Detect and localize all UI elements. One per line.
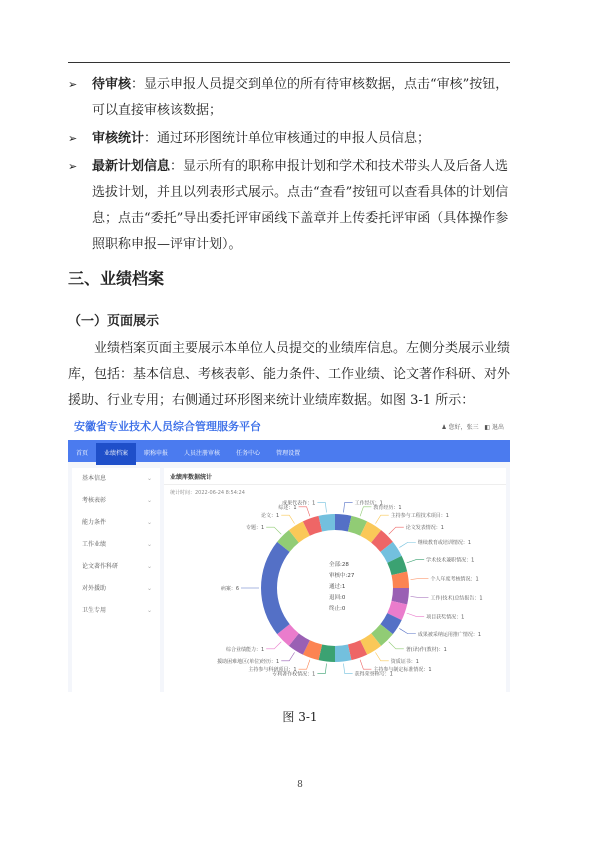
slice-label: 病案：6 — [220, 586, 239, 592]
slice-label: 学术技术兼职情况：1 — [426, 557, 475, 564]
slice-label: 教育经历：1 — [373, 504, 402, 511]
slice-label: 项目获奖情况：1 — [426, 614, 465, 621]
label-leader-line — [344, 664, 353, 674]
donut-chart — [164, 468, 506, 692]
center-stat: 全部:28 — [329, 562, 349, 568]
figure-caption: 图 3-1 — [282, 710, 318, 724]
label-leader-line — [360, 507, 371, 516]
slice-label: 成果被采纳运用推广情况：1 — [417, 631, 482, 638]
slice-label: 个人年度考核情况：1 — [430, 576, 479, 583]
label-leader-line — [360, 660, 371, 669]
sidebar — [72, 468, 160, 692]
nav-management-settings[interactable]: 管理设置 — [276, 450, 301, 457]
slice-label: 继续教育或培训情况：1 — [417, 540, 472, 547]
label-leader-line — [411, 597, 429, 598]
figure-screenshot — [68, 410, 510, 692]
center-stat: 终止:0 — [329, 606, 346, 612]
user-area — [441, 422, 504, 431]
slice-label: 著(译)作(教材)：1 — [405, 646, 447, 653]
chevron-down-icon: ⌄ — [146, 541, 152, 548]
slice-label: 主持参与制定标准情况：1 — [373, 667, 432, 674]
slice-label: 论文：1 — [261, 513, 280, 520]
label-leader-line — [344, 503, 353, 513]
bullet-pending-review — [68, 72, 510, 124]
sidebar-item-work[interactable] — [72, 534, 160, 556]
label-leader-line — [389, 642, 404, 649]
slice-label: 论文发表情况：1 — [405, 525, 444, 532]
sidebar-label: 考核表彰 — [82, 497, 107, 504]
slice-label: 资质证书：1 — [390, 658, 419, 665]
sidebar-item-aid[interactable] — [72, 578, 160, 600]
label-leader-line — [411, 578, 429, 579]
sidebar-label: 论文著作科研 — [82, 563, 119, 570]
user-icon: ♟ — [441, 424, 447, 431]
sidebar-label: 能力条件 — [82, 519, 107, 526]
panel-title: 业绩库数据统计 — [170, 474, 213, 481]
nav-task-center[interactable]: 任务中心 — [236, 450, 261, 457]
label-leader-line — [281, 515, 294, 523]
nav-registration-review[interactable]: 人员注册审核 — [184, 450, 221, 457]
center-stat: 通过:1 — [329, 584, 346, 590]
slice-label: 主持参与科研项目：1 — [248, 667, 297, 674]
chevron-down-icon: ⌄ — [146, 519, 152, 526]
arrow-bullet-icon: ➢ — [68, 160, 78, 173]
center-stat: 退回:0 — [329, 595, 346, 601]
label-leader-line — [375, 515, 388, 523]
stat-time: 统计时间：2022-06-24 8:54:24 — [170, 490, 245, 496]
bullet-term: 最新计划信息 — [92, 159, 171, 174]
bullet-text: ：通过环形图统计单位审核通过的申报人员信息； — [144, 131, 431, 146]
slice-label: 综述：1 — [278, 504, 297, 511]
sidebar-label: 卫生专用 — [82, 607, 107, 614]
nav-title-application[interactable]: 职称申报 — [144, 450, 169, 457]
sidebar-label: 对外援助 — [82, 585, 107, 592]
arrow-bullet-icon: ➢ — [68, 78, 78, 91]
label-leader-line — [266, 527, 281, 534]
bullet-text: ：显示所有的职称申报计划和学术和技术带头人及后备人选选拔计划，并且以列表形式展示。点击“查看”按钮可以查看具体的计划信息；点击“委托”导出委托评审函线下盖章并上传委托评审函（具体操作参照职称申报—评审计划）。 — [92, 159, 509, 252]
slice-label: 工作(技术)总结报告：1 — [430, 595, 483, 602]
sidebar-item-basic-info[interactable] — [72, 468, 160, 490]
label-leader-line — [407, 560, 424, 563]
section-title: 三、业绩档案 — [68, 269, 165, 288]
bullet-review-stats — [68, 126, 510, 152]
user-greeting[interactable]: 您好，张三 — [448, 424, 479, 431]
page-number: 8 — [297, 780, 303, 790]
label-leader-line — [299, 507, 310, 516]
nav-home[interactable]: 首页 — [76, 450, 89, 457]
app-header — [68, 410, 510, 440]
brand-title: 安徽省专业技术人员综合管理服务平台 — [74, 420, 261, 433]
sidebar-item-papers[interactable] — [72, 556, 160, 578]
label-leader-line — [299, 660, 310, 669]
label-leader-line — [375, 652, 388, 660]
label-leader-line — [281, 652, 294, 660]
chevron-down-icon: ⌄ — [146, 607, 152, 614]
bullet-text: ：显示申报人员提交到单位的所有待审核数据，点击“审核”按钮，可以直接审核该数据； — [92, 77, 509, 118]
label-leader-line — [317, 664, 326, 674]
chevron-down-icon: ⌄ — [146, 563, 152, 570]
label-leader-line — [389, 527, 404, 534]
nav-performance-archive[interactable]: 业绩档案 — [96, 443, 136, 465]
sidebar-label: 工作业绩 — [82, 541, 107, 548]
sidebar-item-health[interactable] — [72, 600, 160, 622]
bullet-latest-plan — [68, 154, 510, 258]
main-nav — [68, 440, 510, 462]
arrow-bullet-icon: ➢ — [68, 132, 78, 145]
chevron-down-icon: ⌄ — [146, 585, 152, 592]
slice-label: 专利著作权情况：1 — [272, 671, 316, 678]
label-leader-line — [407, 613, 424, 616]
label-leader-line — [399, 542, 415, 547]
sidebar-item-assessment[interactable] — [72, 490, 160, 512]
header-rule — [68, 62, 510, 63]
label-leader-line — [266, 642, 281, 649]
slice-label: 获得荣誉称号：1 — [354, 671, 393, 678]
sidebar-item-ability[interactable] — [72, 512, 160, 534]
logout-link[interactable]: 退出 — [491, 424, 504, 431]
slice-label: 综合业绩能力：1 — [226, 646, 265, 653]
chevron-down-icon: ⌄ — [146, 475, 152, 482]
slice-label: 工作经历：1 — [354, 500, 383, 507]
slice-label: 援助困难地区(单位)经历：1 — [217, 658, 280, 665]
logout-icon: ◧ — [484, 424, 491, 431]
bullet-term: 审核统计 — [92, 131, 145, 146]
chevron-down-icon: ⌄ — [146, 497, 152, 504]
slice-label: 主持参与工程技术项目：1 — [390, 513, 449, 520]
subsection-title: （一）页面展示 — [68, 314, 160, 329]
label-leader-line — [399, 628, 415, 633]
slice-label: 专题：1 — [246, 525, 265, 532]
label-leader-line — [317, 503, 326, 513]
stats-panel — [164, 468, 506, 692]
donut-slice[interactable] — [261, 542, 290, 634]
slice-label: 成果代表作：1 — [282, 500, 316, 507]
bullet-term: 待审核 — [92, 77, 132, 92]
center-stat: 审核中:27 — [329, 573, 355, 579]
sidebar-label: 基本信息 — [82, 475, 107, 482]
body-paragraph: 业绩档案页面主要展示本单位人员提交的业绩库信息。左侧分类展示业绩库，包括：基本信息、考核表彰、能力条件、工作业绩、论文著作科研、对外援助、行业专用；右侧通过环形图来统计业绩库数据。如图 3-1 所示： — [68, 341, 511, 408]
